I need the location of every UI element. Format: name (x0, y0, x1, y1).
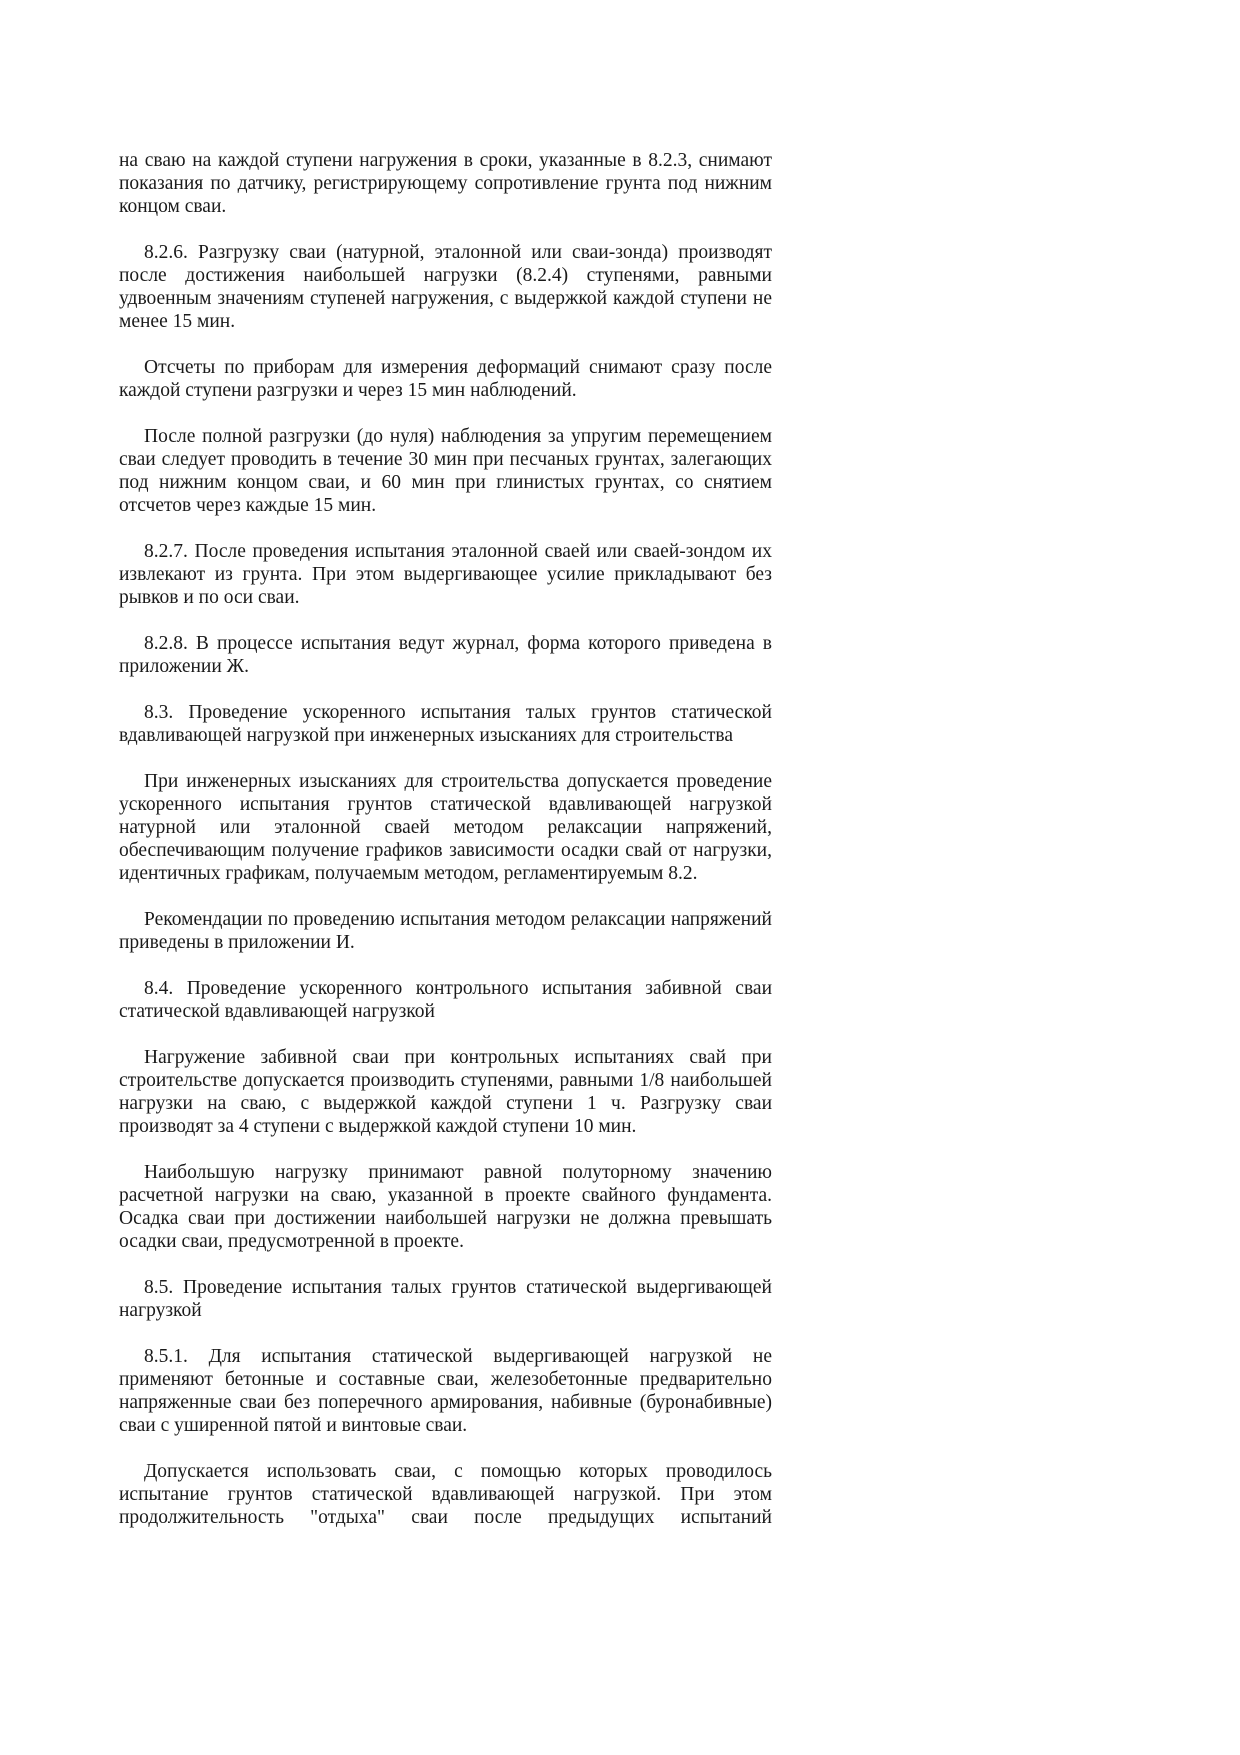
paragraph-elastic-displacement: После полной разгрузки (до нуля) наблюдения за упругим перемещением сваи следует проводить в течение 30 мин при песчаных грунтах, залегающих под нижним концом сваи, и 60 мин при глинистых грунтах, со снятием отсчетов через каждые 15 мин. (119, 426, 772, 516)
paragraph-8-2-8: 8.2.8. В процессе испытания ведут журнал, форма которого приведена в приложении Ж. (119, 633, 772, 677)
paragraph-8-2-7: 8.2.7. После проведения испытания эталонной сваей или сваей-зондом их извлекают из грунта. При этом выдергивающее усилие прикладывают без рывков и по оси сваи. (119, 541, 772, 608)
paragraph-allowed-piles: Допускается использовать сваи, с помощью которых проводилось испытание грунтов статической вдавливающей нагрузкой. При этом продолжительность "отдыха" сваи после предыдущих испытаний (119, 1461, 772, 1528)
paragraph-8-2-6: 8.2.6. Разгрузку сваи (натурной, эталонной или сваи-зонда) производят после достижения наибольшей нагрузки (8.2.4) ступенями, равными удвоенным значениям ступеней нагружения, с выдержкой каждой ступени не менее 15 мин. (119, 242, 772, 332)
paragraph-recommendations: Рекомендации по проведению испытания методом релаксации напряжений приведены в приложении И. (119, 909, 772, 953)
section-heading-8-4: 8.4. Проведение ускоренного контрольного испытания забивной сваи статической вдавливающей нагрузкой (119, 978, 772, 1022)
section-heading-8-3: 8.3. Проведение ускоренного испытания талых грунтов статической вдавливающей нагрузкой при инженерных изысканиях для строительства (119, 702, 772, 746)
text-column (119, 149, 772, 1529)
section-heading-8-5: 8.5. Проведение испытания талых грунтов статической выдергивающей нагрузкой (119, 1277, 772, 1321)
paragraph-continuation: на сваю на каждой ступени нагружения в сроки, указанные в 8.2.3, снимают показания по датчику, регистрирующему сопротивление грунта под нижним концом сваи. (119, 150, 772, 217)
paragraph-driven-pile-loading: Нагружение забивной сваи при контрольных испытаниях свай при строительстве допускается производить ступенями, равными 1/8 наибольшей нагрузки на сваю, с выдержкой каждой ступени 1 ч. Разгрузку сваи производят за 4 ступени с выдержкой каждой ступени 10 мин. (119, 1047, 772, 1137)
paragraph-relaxation-method: При инженерных изысканиях для строительства допускается проведение ускоренного испытания грунтов статической вдавливающей нагрузкой натурной или эталонной сваей методом релаксации напряжений, обеспечивающим получение графиков зависимости осадки свай от нагрузки, идентичных графикам, получаемым методом, регламентируемым 8.2. (119, 771, 772, 884)
paragraph-8-5-1: 8.5.1. Для испытания статической выдергивающей нагрузкой не применяют бетонные и составные сваи, железобетонные предварительно напряженные сваи без поперечного армирования, набивные (буронабивные) сваи с уширенной пятой и винтовые сваи. (119, 1346, 772, 1436)
paragraph-readings-unloading: Отсчеты по приборам для измерения деформаций снимают сразу после каждой ступени разгрузки и через 15 мин наблюдений. (119, 357, 772, 401)
paragraph-max-load: Наибольшую нагрузку принимают равной полуторному значению расчетной нагрузки на сваю, указанной в проекте свайного фундамента. Осадка сваи при достижении наибольшей нагрузки не должна превышать осадки сваи, предусмотренной в проекте. (119, 1162, 772, 1252)
